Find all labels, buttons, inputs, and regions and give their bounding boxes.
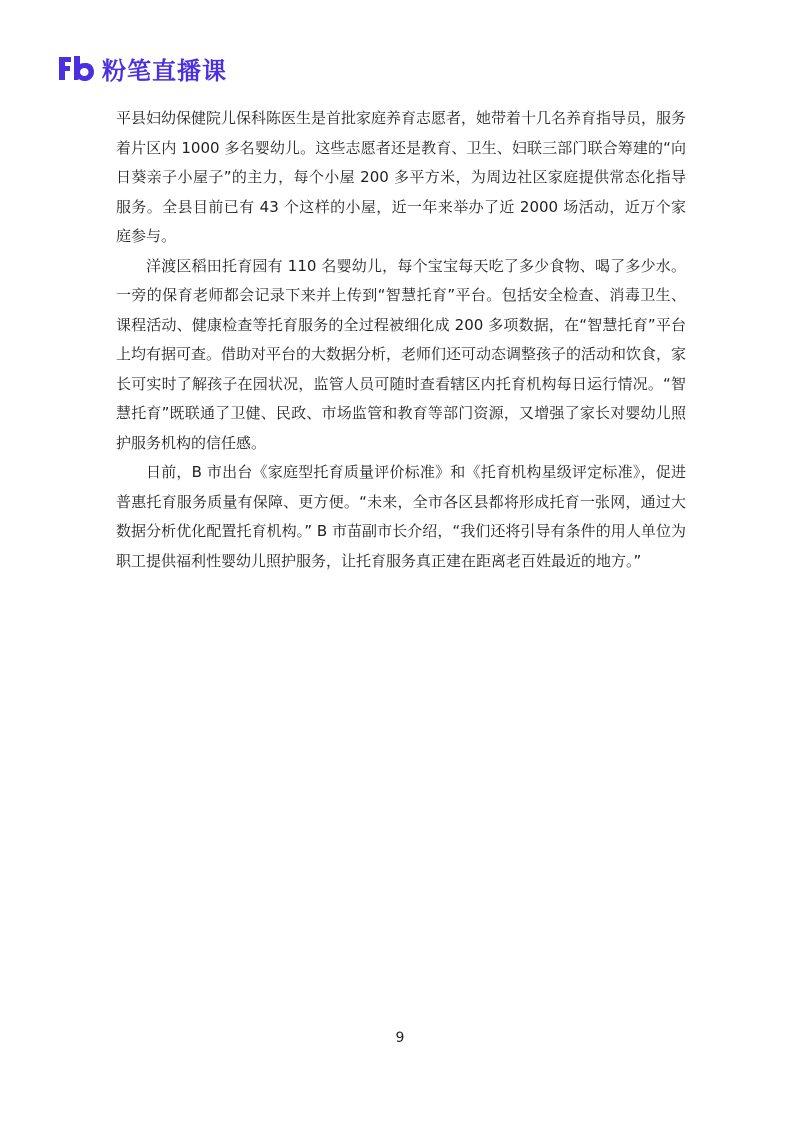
paragraph-2: 洋渡区稻田托育园有 110 名婴幼儿，每个宝宝每天吃了多少食物、喝了多少水。一旁的保育老师都会记录下来并上传到“智慧托育”平台。包括安全检查、消毒卫生、课程活动、健康检查等托育服务的全过程被细化成 200 多项数据，在“智慧托育”平台上均有据可查。借助对平台的大数据分析，老师们还可动态调整孩子的活动和饮食，家长可实时了解孩子在园状况，监管人员可随时查看辖区内托育机构每日运行情况。“智慧托育”既联通了卫健、民政、市场监管和教育等部门资源，又增强了家长对婴幼儿照护服务机构的信任感。	[116, 256, 687, 452]
paragraph-3: 日前，B 市出台《家庭型托育质量评价标准》和《托育机构星级评定标准》，促进普惠托育服务质量有保障、更方便。“未来，全市各区县都将形成托育一张网，通过大数据分析优化配置托育机构。” B 市苗副市长介绍，“我们还将引导有条件的用人单位为职工提供福利性婴幼儿照护服务，让托育服务真正建在距离老百姓最近的地方。”	[116, 463, 686, 570]
paragraph-1: 平县妇幼保健院儿保科陈医生是首批家庭养育志愿者，她带着十几名养育指导员，服务着片区内 1000 多名婴幼儿。这些志愿者还是教育、卫生、妇联三部门联合筹建的“向日葵亲子小屋子”的主力，每个小屋 200 多平方米，为周边社区家庭提供常态化指导服务。全县目前已有 43 个这样的小屋，近一年来举办了近 2000 场活动，近万个家庭参与。	[116, 109, 687, 245]
page-number: 9	[395, 1030, 405, 1046]
article-body	[116, 104, 686, 576]
fb-logo-icon	[56, 53, 96, 83]
page-header	[56, 50, 227, 86]
brand-name: 粉笔直播课	[102, 56, 227, 85]
